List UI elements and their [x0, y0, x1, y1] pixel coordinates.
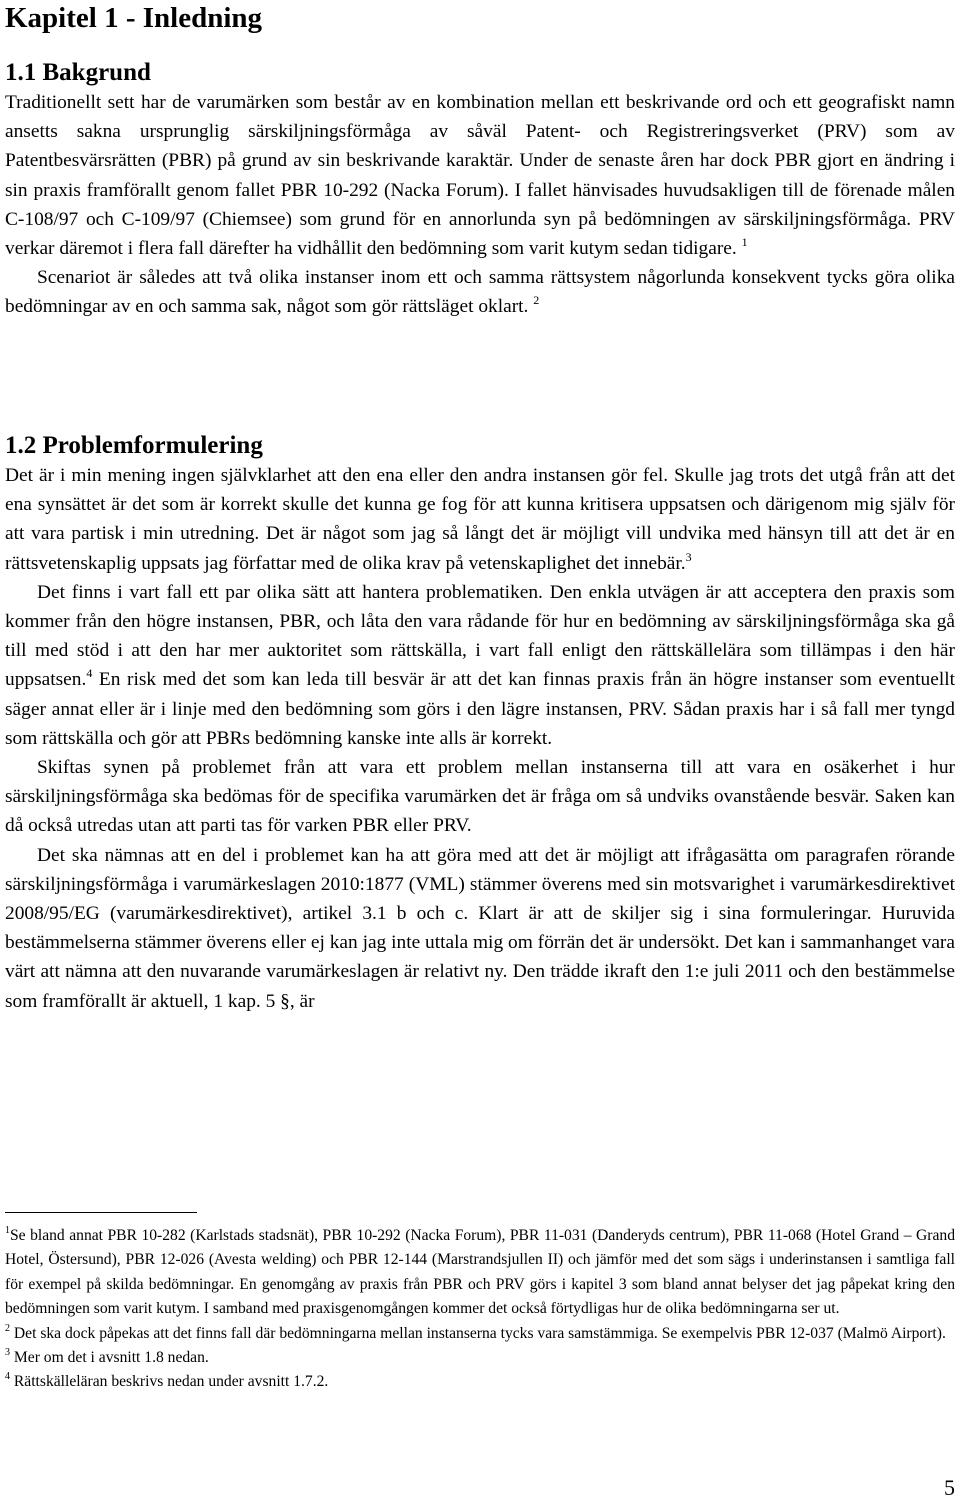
paragraph — [5, 461, 955, 578]
paragraph-text: En risk med det som kan leda till besvär är att det kan finnas praxis från än högre instanser som eventuellt säger annat eller är i linje med den bedömning som görs i den lägre instansen, PRV. Sådan praxis har i så fall mer tyngd som rättskälla och gör att PBRs bedömning kanske inte alls är korrekt. — [5, 669, 955, 749]
footnote — [5, 1370, 955, 1394]
footnote — [5, 1224, 955, 1322]
footnote-text: Rättskälleläran beskrivs nedan under avsnitt 1.7.2. — [13, 1373, 329, 1391]
paragraph — [5, 263, 955, 321]
paragraph — [5, 88, 955, 263]
section-heading-problemformulering: 1.2 Problemformulering — [5, 432, 263, 459]
footnotes — [5, 1224, 955, 1395]
section-heading-bakgrund: 1.1 Bakgrund — [5, 59, 151, 86]
paragraph-text: Scenariot är således att två olika instanser inom ett och samma rättsystem någorlunda konsekvent tycks göra olika bedömningar av en och samma sak, något som gör rättsläget oklart. — [5, 267, 955, 318]
page-number: 5 — [944, 1475, 955, 1500]
paragraph-text: Traditionellt sett har de varumärken som består av en kombination mellan ett beskrivande ord och ett geografiskt namn ansetts sakna ursprunglig särskiljningsförmåga av såväl Patent- och Registreringsverket (PRV) som av Patentbesvärsrätten (PBR) på grund av sin beskrivande karaktär. Under de senaste åren har dock PBR gjort en ändring i sin praxis framförallt genom fallet PBR 10-292 (Nacka Forum). I fallet hänvisades huvudsakligen till de förenade målen C-108/97 och C-109/97 (Chiemsee) som grund för en annorlunda syn på bedömningen av särskiljningsförmåga. PRV verkar däremot i flera fall därefter ha vidhållit den bedömning som varit kutym sedan tidigare. — [5, 92, 955, 260]
footnote-number: 3 — [5, 1347, 10, 1359]
footnote-text: Det ska dock påpekas att det finns fall där bedömningarna mellan instanserna tycks vara samstämmiga. Se exempelvis PBR 12-037 (Malmö Airport). — [13, 1324, 946, 1342]
paragraph-text: Det är i min mening ingen självklarhet att den ena eller den andra instansen gör fel. Skulle jag trots det utgå från att det ena synsättet är det som är korrekt skulle det kunna ge fog för att kunna kritisera uppsatsen och därigenom mig själv för att vara partisk i min utredning. Det är något som jag så långt det är möjligt vill undvika med hänsyn till att det är en rättsvetenskaplig uppsats jag författar med de olika krav på vetenskaplighet det innebär. — [5, 465, 955, 574]
footnote-number: 1 — [5, 1225, 10, 1236]
footnote-ref[interactable]: 1 — [741, 235, 748, 250]
paragraph-text: Det finns i vart fall ett par olika sätt att hantera problematiken. Den enkla utvägen är att acceptera den praxis som kommer från den högre instansen, PBR, och låta den vara rådande för hur en bedömning av särskiljningsförmåga ska gå till med stöd i att den har mer auktoritet som rättskälla, i vart fall enligt den rättskällelära som tillämpas i den här uppsatsen. — [5, 581, 955, 691]
chapter-title: Kapitel 1 - Inledning — [5, 2, 263, 34]
footnote-ref[interactable]: 4 — [86, 666, 93, 681]
paragraph — [5, 578, 955, 753]
footnote-number: 4 — [5, 1371, 10, 1383]
footnote — [5, 1322, 955, 1346]
section-bakgrund — [5, 58, 955, 322]
paragraph: Det ska nämnas att en del i problemet kan ha att göra med att det är möjligt att ifrågasätta om paragrafen rörande särskiljningsförmåga i varumärkeslagen 2010:1877 (VML) stämmer överens med sin motsvarighet i varumärkesdirektivet 2008/95/EG (varumärkesdirektivet), artikel 3.1 b och c. Klart är att de skiljer sig i sina formuleringar. Huruvida bestämmelserna stämmer överens eller ej kan jag inte uttala mig om förrän det är undersökt. Det kan i sammanhanget vara värt att nämna att den nuvarande varumärkeslagen är relativt ny. Den trädde ikraft den 1:e juli 2011 och den bestämmelse som framförallt är aktuell, 1 kap. 5 §, är — [5, 844, 955, 1012]
footnote-text: Mer om det i avsnitt 1.8 nedan. — [13, 1349, 209, 1367]
footnote-text: Se bland annat PBR 10-282 (Karlstads stadsnät), PBR 10-292 (Nacka Forum), PBR 11-031 (Danderyds centrum), PBR 11-068 (Hotel Grand – Grand Hotel, Östersund), PBR 12-026 (Avesta welding) och PBR 12-144 (Marstrandsjullen II) och jämför med det som sägs i underinstansen i samtliga fall för exempel på skilda bedömningar. En genomgång av praxis från PBR och PRV görs i kapitel 3 som bland annat belyser det jag påpekat kring den bedömningen som varit kutym. I samband med praxisgenomgången kommer det också förtydligas hur de olika bedömningarna ser ut. — [5, 1227, 955, 1318]
footnote — [5, 1346, 955, 1370]
footnote-number: 2 — [5, 1322, 10, 1334]
footnote-ref[interactable]: 3 — [685, 549, 692, 564]
section-problemformulering — [5, 431, 955, 1016]
paragraph: Skiftas synen på problemet från att vara ett problem mellan instanserna till att vara en osäkerhet i hur särskiljningsförmåga ska bedömas för de specifika varumärken det är fråga om så undviks ovanstående besvär. Saken kan då också utredas utan att parti tas för varken PBR eller PRV. — [5, 757, 955, 837]
footnote-divider — [5, 1212, 197, 1213]
footnote-ref[interactable]: 2 — [533, 293, 540, 308]
